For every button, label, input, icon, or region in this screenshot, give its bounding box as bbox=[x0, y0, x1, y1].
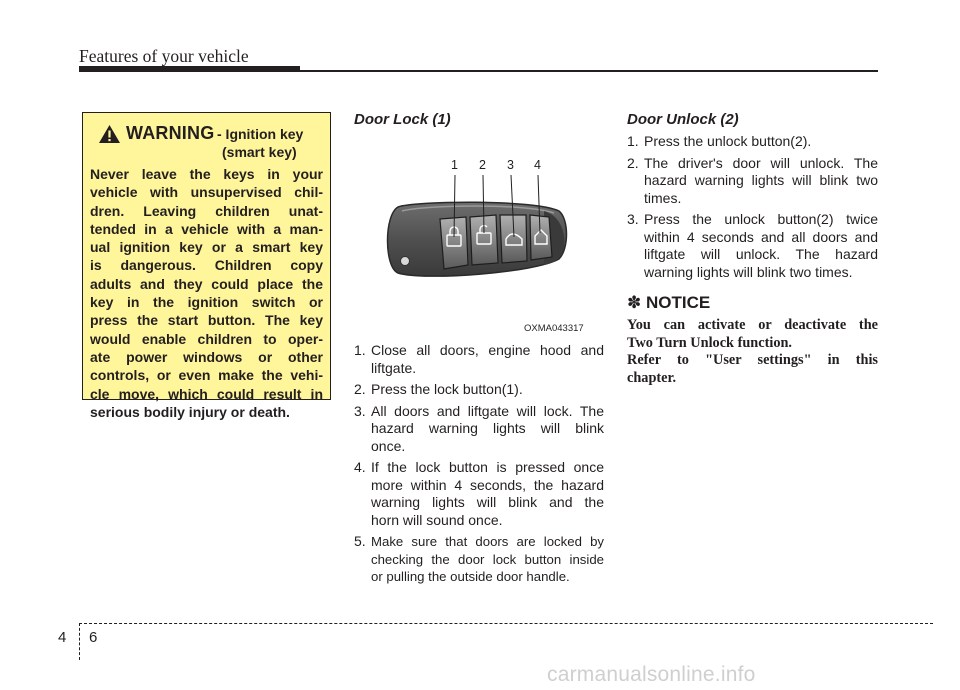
item-line: or pulling the outside door handle. bbox=[371, 569, 570, 584]
list-item bbox=[354, 533, 604, 586]
header-rule-thick bbox=[79, 66, 300, 72]
notice-line: You can activate or deactivate the bbox=[627, 317, 878, 333]
callout-4: 4 bbox=[534, 158, 541, 172]
figure-caption: OXMA043317 bbox=[524, 323, 584, 334]
page-number: 6 bbox=[89, 629, 98, 646]
item-line: within 4 seconds and all doors and bbox=[644, 228, 878, 245]
door-lock-heading: Door Lock (1) bbox=[354, 111, 451, 128]
door-unlock-heading: Door Unlock (2) bbox=[627, 111, 739, 128]
item-line: Press the lock button(1). bbox=[371, 381, 523, 397]
item-line: Close all doors, engine hood and bbox=[371, 342, 604, 358]
warning-subtitle-line1: - Ignition key bbox=[217, 126, 304, 142]
warning-header bbox=[93, 123, 323, 163]
item-line: All doors and liftgate will lock. The bbox=[371, 402, 604, 419]
item-line: Press the unlock button(2). bbox=[644, 133, 812, 149]
watermark: carmanualsonline.info bbox=[547, 663, 756, 686]
item-number: 2. bbox=[627, 154, 639, 171]
item-line: If the lock button is pressed once bbox=[371, 459, 604, 475]
item-line: Make sure that doors are locked by bbox=[371, 534, 604, 549]
warning-line: vehicle with unsupervised chil- bbox=[90, 184, 323, 201]
callout-1: 1 bbox=[451, 158, 458, 172]
warning-line: ual ignition key or a smart key bbox=[90, 239, 323, 256]
notice-line: chapter. bbox=[627, 369, 677, 386]
warning-line: ate power windows or other bbox=[90, 348, 323, 365]
warning-line: adults and they could place the bbox=[90, 275, 323, 292]
item-line: The driver's door will unlock. The bbox=[644, 154, 878, 171]
callout-2: 2 bbox=[479, 158, 486, 172]
warning-line: press the start button. The key bbox=[90, 312, 323, 329]
warning-title: WARNING bbox=[126, 123, 215, 143]
item-number: 1. bbox=[627, 133, 639, 149]
chapter-number: 4 bbox=[58, 629, 67, 646]
item-number: 3. bbox=[354, 402, 366, 419]
item-line: times. bbox=[644, 189, 682, 206]
notice-line: Two Turn Unlock function. bbox=[627, 334, 792, 351]
item-number: 2. bbox=[354, 381, 366, 397]
warning-line: controls, or even make the vehi- bbox=[90, 367, 323, 384]
list-item bbox=[354, 403, 604, 456]
footer-rule bbox=[79, 623, 933, 624]
warning-subtitle-line2: (smart key) bbox=[222, 144, 297, 160]
item-number: 3. bbox=[627, 211, 639, 227]
item-line: liftgate. bbox=[371, 359, 417, 376]
item-line: hazard warning lights will blink bbox=[371, 420, 604, 436]
item-line: warning lights will blink and the bbox=[371, 494, 604, 510]
item-line: more within 4 seconds, the hazard bbox=[371, 476, 604, 493]
panic-button bbox=[530, 215, 552, 260]
warning-line: Never leave the keys in your bbox=[90, 166, 323, 182]
warning-line: serious bodily injury or death. bbox=[90, 403, 290, 420]
warning-text bbox=[90, 165, 323, 421]
warning-line: key in the ignition switch or bbox=[90, 294, 323, 311]
warning-line: tended in a vehicle with a man- bbox=[90, 220, 323, 237]
item-number: 5. bbox=[354, 533, 366, 549]
warning-line: would enable children to oper- bbox=[90, 330, 323, 347]
item-line: once. bbox=[371, 437, 406, 454]
door-unlock-steps bbox=[627, 133, 878, 285]
list-item bbox=[627, 211, 878, 281]
page-header-title: Features of your vehicle bbox=[79, 46, 249, 66]
header-rule-thin bbox=[300, 70, 878, 72]
item-line: warning lights will blink two times. bbox=[644, 263, 853, 280]
list-item bbox=[354, 459, 604, 529]
notice-body bbox=[627, 317, 878, 387]
item-number: 1. bbox=[354, 342, 366, 358]
item-number: 4. bbox=[354, 459, 366, 475]
notice-line: Refer to "User settings" in this bbox=[627, 352, 878, 368]
warning-box bbox=[82, 112, 331, 420]
warning-line: cle move, which could result in bbox=[90, 385, 323, 402]
list-item bbox=[354, 381, 604, 399]
callout-3: 3 bbox=[507, 158, 514, 172]
page-number-divider bbox=[79, 623, 80, 660]
door-lock-steps bbox=[354, 342, 604, 590]
item-line: checking the door lock button inside bbox=[371, 551, 604, 567]
list-item bbox=[627, 155, 878, 208]
warning-line: is dangerous. Children copy bbox=[90, 257, 323, 274]
item-line: horn will sound once. bbox=[371, 511, 503, 528]
item-line: hazard warning lights will blink two bbox=[644, 172, 878, 188]
warning-line: dren. Leaving children unat- bbox=[90, 202, 323, 219]
item-line: liftgate will unlock. The hazard bbox=[644, 246, 878, 262]
list-item bbox=[627, 133, 878, 151]
smart-key-figure bbox=[354, 141, 605, 312]
list-item bbox=[354, 342, 604, 377]
item-line: Press the unlock button(2) twice bbox=[644, 211, 878, 227]
notice-title: ✽ NOTICE bbox=[627, 293, 711, 312]
warning-triangle-icon bbox=[98, 124, 121, 144]
